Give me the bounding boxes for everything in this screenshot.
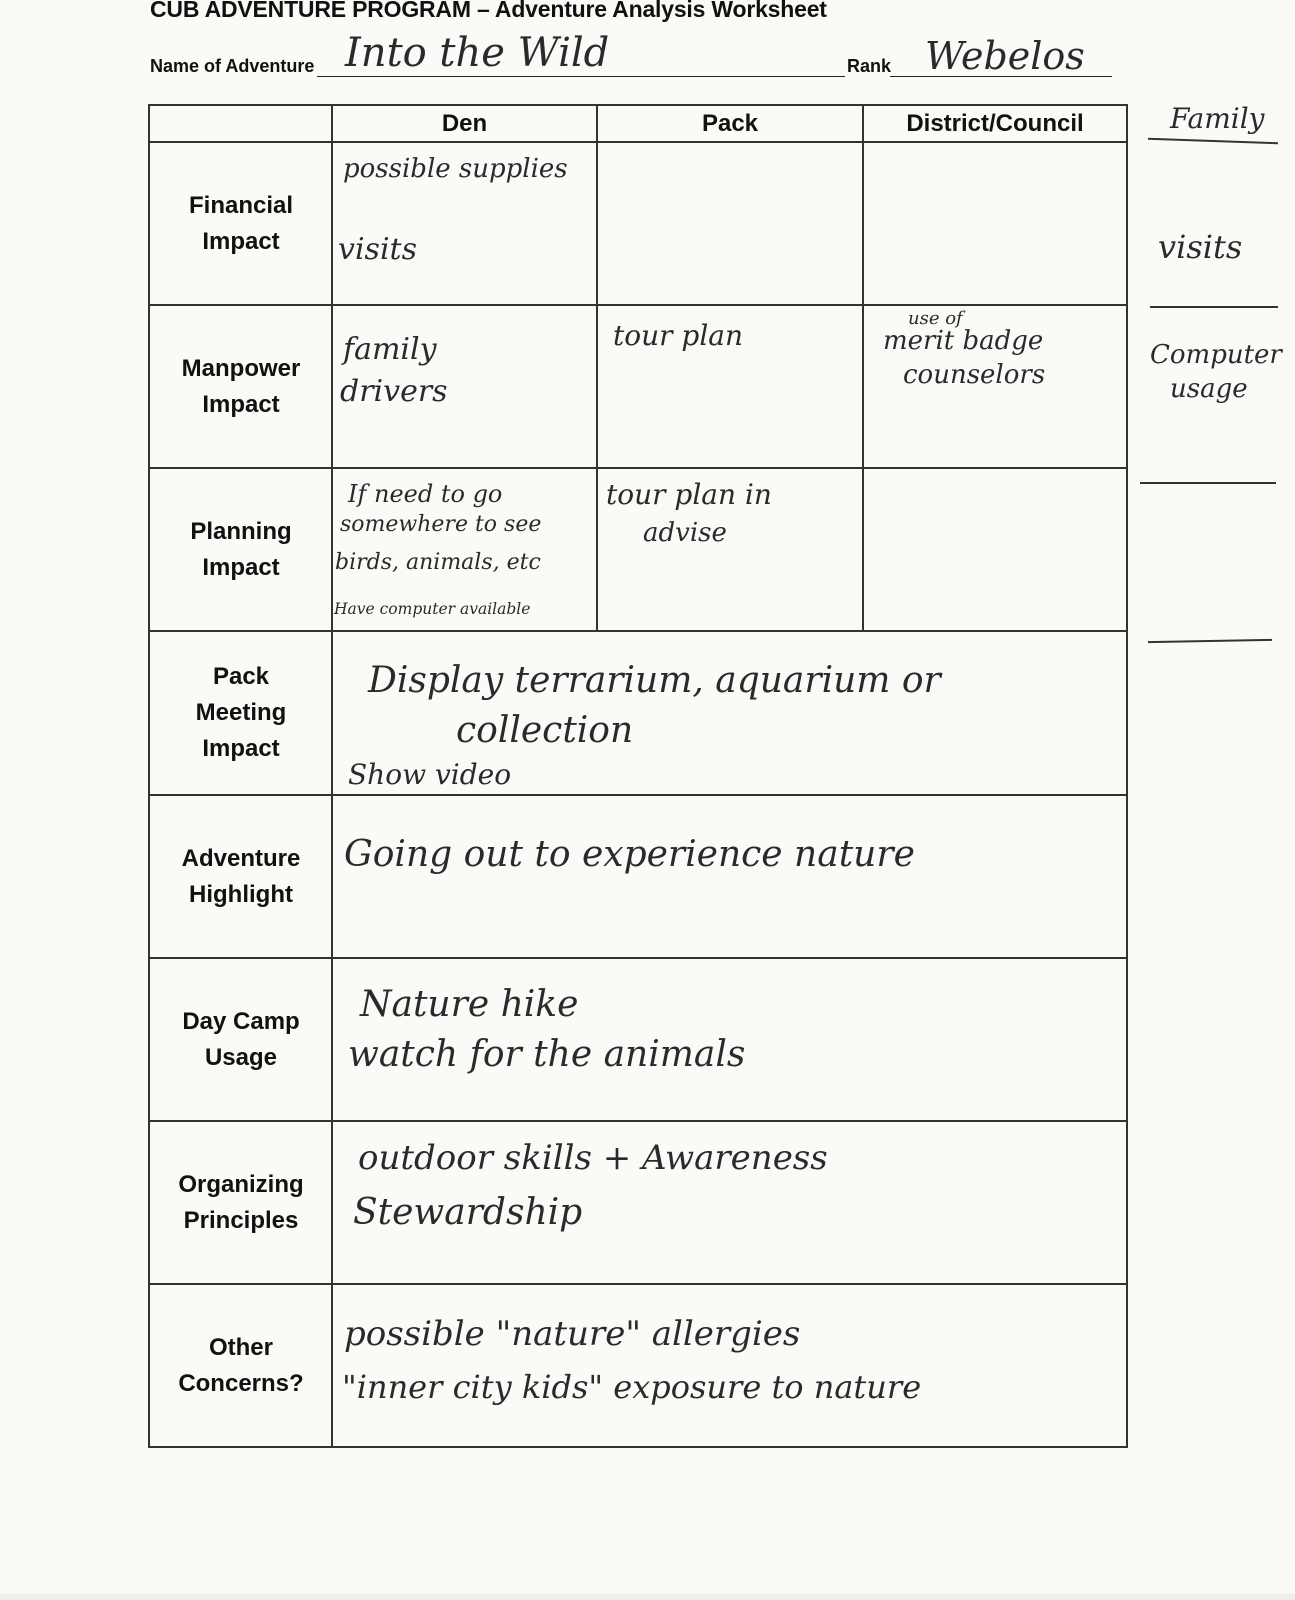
row-label-adventure-highlight: Adventure Highlight (181, 844, 301, 908)
rank-row (847, 56, 891, 77)
planning-den-entry[interactable]: birds, animals, etc (335, 550, 541, 575)
other-concerns-entry[interactable]: possible "nature" allergies (344, 1314, 801, 1354)
margin-family-financial[interactable]: visits (1158, 228, 1243, 266)
manpower-pack-entry[interactable]: tour plan (613, 319, 744, 352)
name-of-adventure-label: Name of Adventure (150, 56, 315, 76)
scan-edge (0, 1594, 1295, 1600)
planning-den-entry[interactable]: If need to go (348, 480, 503, 508)
planning-den-entry[interactable]: somewhere to see (340, 512, 542, 537)
row-label-financial-impact: Financial Impact (188, 191, 294, 255)
margin-rule (1148, 639, 1272, 643)
table-border-bottom (148, 1446, 1128, 1448)
table-border-right (1126, 104, 1128, 1448)
column-header-district-council: District/Council (906, 110, 1084, 137)
name-of-adventure-value[interactable]: Into the Wild (345, 30, 610, 76)
planning-den-entry[interactable]: Have computer available (334, 600, 531, 618)
column-header-pack: Pack (701, 110, 759, 137)
row-label-day-camp-usage: Day Camp Usage (182, 1007, 300, 1071)
rank-value[interactable]: Webelos (925, 34, 1085, 78)
pack-meeting-entry[interactable]: Show video (348, 758, 512, 791)
margin-column-header-family[interactable]: Family (1170, 102, 1265, 135)
manpower-district-entry[interactable]: counselors (903, 360, 1046, 390)
table-column-rule (596, 104, 598, 632)
analysis-table (148, 104, 1146, 1476)
day-camp-entry[interactable]: Nature hike (360, 984, 579, 1025)
margin-rule (1150, 306, 1278, 308)
planning-pack-entry[interactable]: tour plan in (606, 478, 772, 511)
manpower-den-entry[interactable]: drivers (340, 374, 448, 409)
pack-meeting-entry[interactable]: Display terrarium, aquarium or (368, 660, 941, 701)
day-camp-entry[interactable]: watch for the animals (348, 1034, 746, 1075)
manpower-district-entry[interactable]: use of (908, 308, 963, 329)
column-header-den: Den (441, 110, 488, 137)
worksheet-title: CUB ADVENTURE PROGRAM – Adventure Analysis Worksheet (150, 0, 827, 22)
row-label-other-concerns: Other Concerns? (178, 1333, 304, 1397)
manpower-district-entry[interactable]: merit badge (883, 326, 1044, 356)
row-label-pack-meeting-impact: Pack Meeting Impact (195, 663, 287, 762)
row-label-manpower-impact: Manpower Impact (181, 354, 301, 418)
adventure-highlight-entry[interactable]: Going out to experience nature (344, 834, 915, 875)
row-label-organizing-principles: Organizing Principles (178, 1170, 304, 1234)
organizing-principles-entry[interactable]: Stewardship (353, 1192, 583, 1233)
planning-pack-entry[interactable]: advise (643, 518, 727, 548)
financial-den-entry[interactable]: visits (338, 232, 417, 267)
rank-label: Rank (847, 56, 892, 76)
other-concerns-entry[interactable]: "inner city kids" exposure to nature (342, 1368, 922, 1406)
name-of-adventure-underline (317, 76, 845, 77)
manpower-den-entry[interactable]: family (343, 332, 437, 367)
organizing-principles-entry[interactable]: outdoor skills + Awareness (358, 1138, 828, 1178)
pack-meeting-entry[interactable]: collection (456, 710, 634, 751)
margin-rule (1148, 138, 1278, 144)
name-of-adventure-row (150, 56, 314, 77)
financial-den-entry[interactable]: possible supplies (343, 154, 568, 184)
row-label-planning-impact: Planning Impact (190, 517, 292, 581)
margin-family-manpower[interactable]: usage (1170, 374, 1248, 404)
table-column-rule (862, 104, 864, 632)
margin-rule (1140, 482, 1276, 484)
margin-family-manpower[interactable]: Computer (1150, 340, 1282, 370)
